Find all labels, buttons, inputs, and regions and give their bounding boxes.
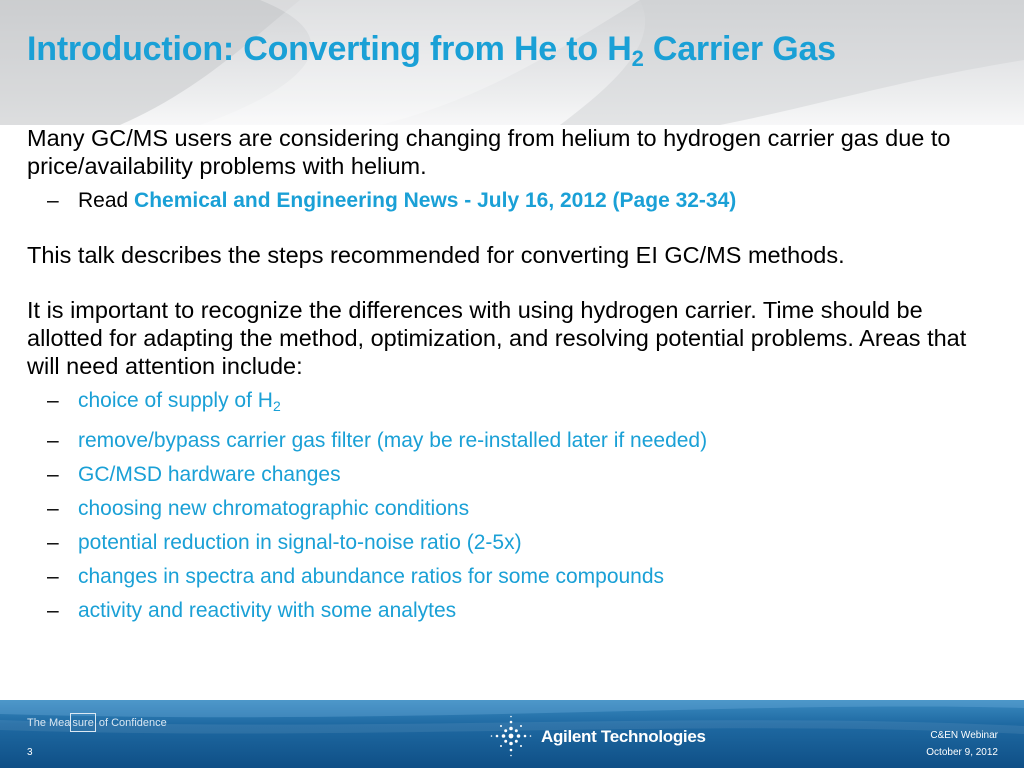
list-item-text: remove/bypass carrier gas filter (may be re-installed later if needed): [78, 429, 708, 452]
list-item-text: potential reduction in signal-to-noise ratio (2-5x): [78, 531, 522, 554]
bullet-dash: –: [47, 389, 59, 412]
agilent-spark-icon: [489, 714, 533, 758]
slide-title: Introduction: Converting from He to $H_2$ Carrier Gas: [27, 30, 836, 71]
slide-header: [0, 0, 1024, 125]
brand-tagline: The Mea sure of Confidence: [27, 717, 167, 729]
bullet-dash: –: [47, 463, 59, 486]
bullet-dash: –: [47, 429, 59, 452]
attention-paragraph: It is important to recognize the differences with using hydrogen carrier. Time should be allotted for adapting the method, optimization, and resolving potential problems. Areas that will need attention include:: [27, 297, 967, 379]
list-item: [27, 461, 1002, 488]
bullet-dash: –: [47, 599, 59, 622]
reference-source: Chemical and Engineering News - July 16, 2012 (Page 32-34): [134, 189, 737, 212]
talk-description-paragraph: This talk describes the steps recommended for converting EI GC/MS methods.: [27, 242, 845, 268]
list-item: [27, 563, 1002, 590]
reference-bullet: [27, 187, 1002, 214]
event-name: C&EN Webinar: [930, 730, 998, 741]
bullet-dash: –: [47, 189, 59, 212]
list-item: [27, 387, 1002, 420]
list-item: [27, 495, 1002, 522]
bullet-dash: –: [47, 497, 59, 520]
list-item-text: choosing new chromatographic conditions: [78, 497, 470, 520]
intro-paragraph: Many GC/MS users are considering changing from helium to hydrogen carrier gas due to price/availability problems with helium.: [27, 125, 951, 179]
list-item: [27, 529, 1002, 556]
page-number: 3: [27, 747, 33, 758]
list-item-text: choice of supply of H: [78, 389, 273, 412]
presentation-date: October 9, 2012: [926, 747, 998, 758]
slide-body: [27, 124, 1002, 624]
bullet-dash: –: [47, 565, 59, 588]
reference-lead: Read: [78, 189, 135, 212]
list-item: [27, 427, 1002, 454]
slide-footer: [0, 700, 1024, 768]
list-item-subscript: 2: [272, 398, 281, 414]
list-item: [27, 597, 1002, 624]
brand-logo: [489, 714, 709, 758]
list-item-text: GC/MSD hardware changes: [78, 463, 341, 486]
list-item-text: changes in spectra and abundance ratios for some compounds: [78, 565, 665, 588]
list-item-text: activity and reactivity with some analytes: [78, 599, 457, 622]
brand-name: Agilent Technologies: [541, 727, 706, 746]
attention-areas-list: [27, 387, 1002, 624]
bullet-dash: –: [47, 531, 59, 554]
